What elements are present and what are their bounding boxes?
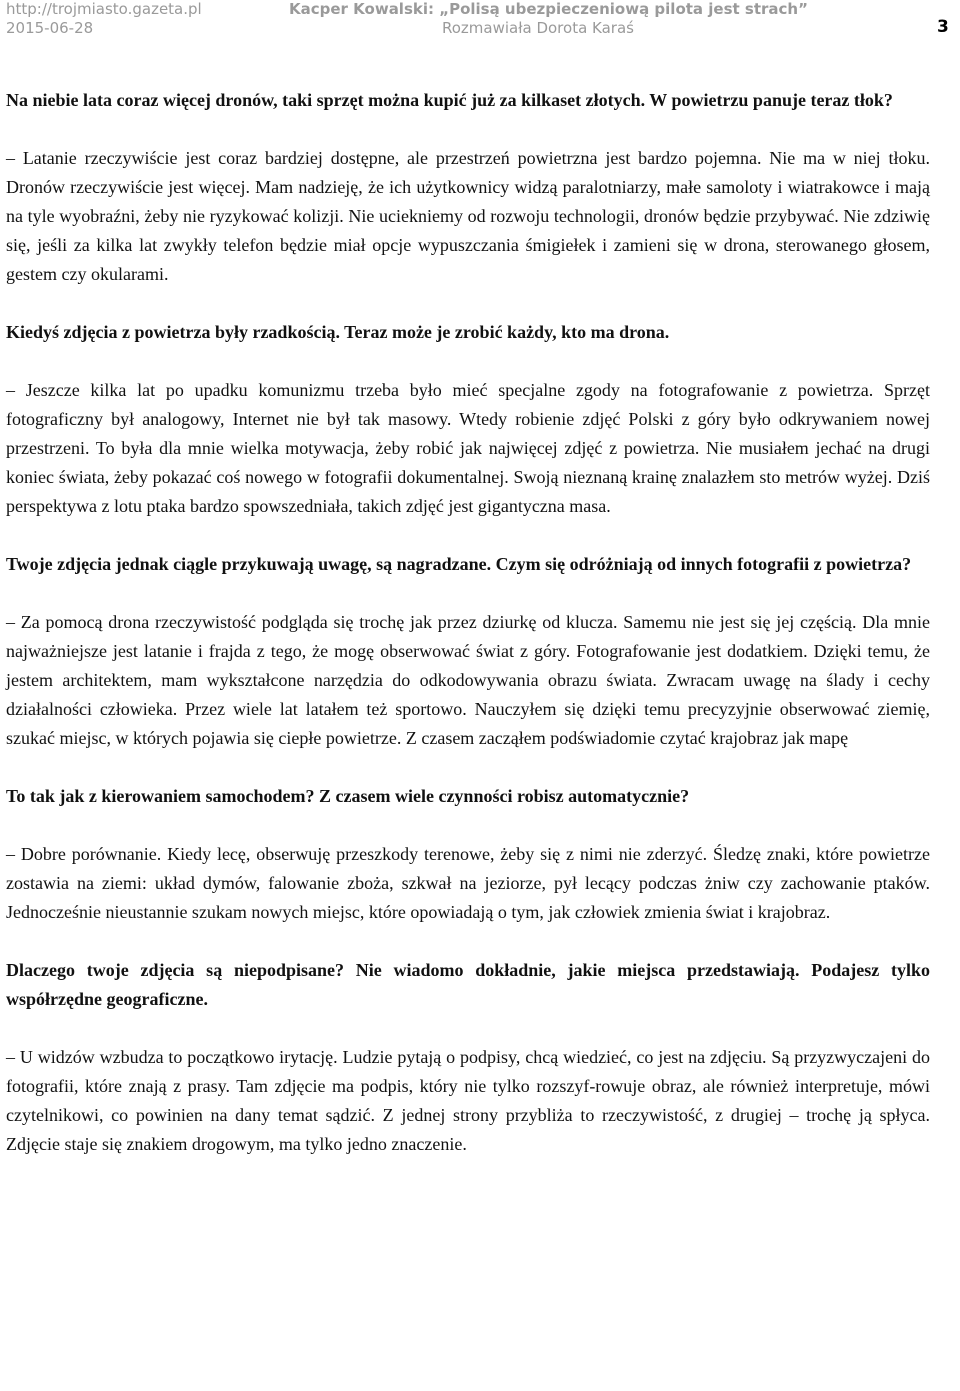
answer-paragraph: – Za pomocą drona rzeczywistość podgląda się trochę jak przez dziurkę od klucza. Samemu nie jest się jej częścią. Dla mnie najważniejsze jest latanie i frajda z tego, że mogę obserwować świat z góry. Fotografowanie jest dodatkiem. Dzięki temu, że jestem architektem, mam wykształcone narzędzia do odkodowywania obrazu świata. Zwracam uwagę na ślady i cechy działalności człowieka. Przez wiele lat latałem też sportowo. Nauczyłem się dzięki temu precyzyjnie obserwować ziemię, szukać miejsc, w których pojawia się ciepłe powietrze. Z czasem zacząłem podświadomie czytać krajobraz jak mapę: [6, 612, 930, 748]
question-paragraph: Kiedyś zdjęcia z powietrza były rzadkością. Teraz może je zrobić każdy, kto ma drona.: [6, 322, 670, 342]
page-header: [0, 0, 960, 44]
answer-paragraph: – Latanie rzeczywiście jest coraz bardziej dostępne, ale przestrzeń powietrzna jest bardzo pojemna. Nie ma w niej tłoku. Dronów rzeczywiście jest więcej. Mam nadzieję, że ich użytkownicy widzą paralotniarzy, małe samoloty i wiatrakowce i mają na tyle wyobraźni, żeby nie ryzykować kolizji. Nie uciekniemy od rozwoju technologii, dronów będzie przybywać. Nie zdziwię się, jeśli za kilka lat zwykły telefon będzie miał opcje wypuszczania śmigiełek i zamieni się w drona, sterowanego głosem, gestem czy okularami.: [6, 148, 930, 284]
answer-paragraph: – Jeszcze kilka lat po upadku komunizmu trzeba było mieć specjalne zgody na fotografowanie z powietrza. Sprzęt fotograficzny był analogowy, Internet nie był tak masowy. Wtedy robienie zdjęć Polski z góry było odkrywaniem nowej przestrzeni. To była dla mnie wielka motywacja, żeby robić jak najwięcej zdjęć z powietrza. Nie musiałem jechać na drugi koniec świata, żeby pokazać coś nowego w fotografii dokumentalnej. Swoją nieznaną krainę znalazłem sto metrów wyżej. Dziś perspektywa z lotu ptaka bardzo spowszedniała, takich zdjęć jest gigantyczna masa.: [6, 380, 930, 516]
question-paragraph: Twoje zdjęcia jednak ciągle przykuwają uwagę, są nagradzane. Czym się odróżniają od innych fotografii z powietrza?: [6, 554, 912, 574]
page-number: 3: [937, 17, 949, 37]
header-article-title: Kacper Kowalski: „Polisą ubezpieczeniową pilota jest strach”: [289, 0, 808, 18]
question-paragraph: To tak jak z kierowaniem samochodem? Z czasem wiele czynności robisz automatycznie?: [6, 786, 690, 806]
article-body: [6, 86, 930, 1159]
question-paragraph: Dlaczego twoje zdjęcia są niepodpisane? Nie wiadomo dokładnie, jakie miejsca przedstawiają. Podajesz tylko współrzędne geograficzne.: [6, 960, 930, 1009]
answer-paragraph: – U widzów wzbudza to początkowo irytację. Ludzie pytają o podpisy, chcą wiedzieć, co jest na zdjęciu. Są przyzwyczajeni do fotografii, które znają z prasy. Tam zdjęcie ma podpis, który nie tylko rozszyf-rowuje obraz, ale również interpretuje, mówi czytelnikowi, co powinien na dany temat sądzić. Z jednej strony przybliża to rzeczywistość, z drugiej – trochę ją spłyca. Zdjęcie staje się znakiem drogowym, ma tylko jedno znaczenie.: [6, 1047, 930, 1154]
answer-paragraph: – Dobre porównanie. Kiedy lecę, obserwuję przeszkody terenowe, żeby się z nimi nie zderzyć. Śledzę znaki, które powietrze zostawia na ziemi: układ dymów, falowanie zboża, szkwał na jeziorze, pył lecący podczas żniw czy zachowanie ptaków. Jednocześnie nieustannie szukam nowych miejsc, które opowiadają o tym, jak człowiek zmienia świat i krajobraz.: [6, 844, 930, 922]
header-date: 2015-06-28: [6, 19, 94, 37]
header-author-line: Rozmawiała Dorota Karaś: [442, 19, 634, 37]
question-paragraph: Na niebie lata coraz więcej dronów, taki sprzęt można kupić już za kilkaset złotych. W powietrzu panuje teraz tłok?: [6, 90, 893, 110]
header-url: http://trojmiasto.gazeta.pl: [6, 0, 202, 18]
